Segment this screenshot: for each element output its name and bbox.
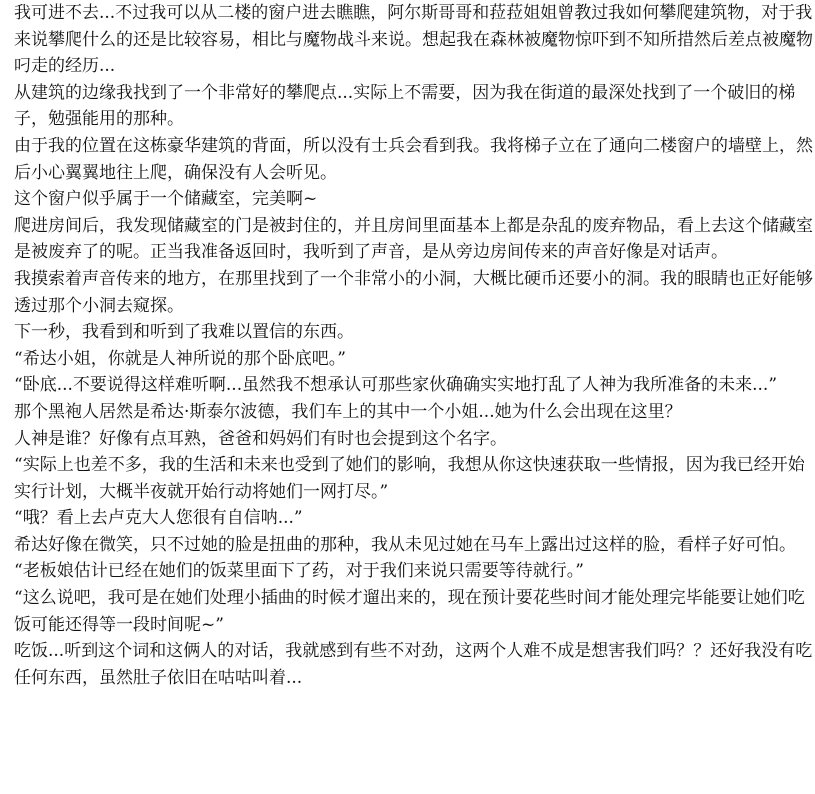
paragraph: 人神是谁？好像有点耳熟，爸爸和妈妈们有时也会提到这个名字。 bbox=[14, 428, 507, 449]
document-body bbox=[14, 0, 814, 691]
paragraph: 希达好像在微笑，只不过她的脸是扭曲的那种，我从未见过她在马车上露出过这样的脸，看样子好可怕。 bbox=[14, 534, 796, 555]
paragraph: 爬进房间后，我发现储藏室的门是被封住的，并且房间里面基本上都是杂乱的废弃物品，看上去这个储藏室是被废弃了的呢。正当我准备返回时，我听到了声音，是从旁边房间传来的声音好像是对话声。 bbox=[14, 215, 813, 263]
paragraph: “实际上也差不多，我的生活和未来也受到了她们的影响，我想从你这快速获取一些情报，因为我已经开始实行计划，大概半夜就开始行动将她们一网打尽。” bbox=[14, 455, 805, 502]
paragraph: “希达小姐，你就是人神所说的那个卧底吧。” bbox=[14, 348, 346, 369]
paragraph: 这个窗户似乎属于一个储藏室，完美啊~ bbox=[14, 189, 318, 210]
paragraph: 我摸索着声音传来的地方，在那里找到了一个非常小的小洞，大概比硬币还要小的洞。我的眼睛也正好能够透过那个小洞去窥探。 bbox=[14, 268, 813, 316]
paragraph: “卧底...不要说得这样难听啊...虽然我不想承认可那些家伙确确实实地打乱了人神为我所准备的未来...” bbox=[14, 375, 778, 396]
paragraph: 从建筑的边缘我找到了一个非常好的攀爬点...实际上不需要，因为我在街道的最深处找到了一个破旧的梯子，勉强能用的那种。 bbox=[14, 82, 796, 130]
paragraph: 我可进不去...不过我可以从二楼的窗户进去瞧瞧，阿尔斯哥哥和菈菈姐姐曾教过我如何攀爬建筑物，对于我来说攀爬什么的还是比较容易，相比与魔物战斗来说。想起我在森林被魔物惊吓到不知所措然后差点被魔物叼走的经历... bbox=[14, 3, 813, 77]
paragraph: “老板娘估计已经在她们的饭菜里面下了药，对于我们来说只需要等待就行。” bbox=[14, 561, 584, 582]
paragraph: 吃饭...听到这个词和这俩人的对话，我就感到有些不对劲，这两个人难不成是想害我们吗？？还好我没有吃任何东西，虽然肚子依旧在咕咕叫着... bbox=[14, 641, 813, 688]
paragraph: 那个黑袍人居然是希达·斯泰尔波德，我们车上的其中一个小姐...她为什么会出现在这里？ bbox=[14, 401, 682, 422]
paragraph: 由于我的位置在这栋豪华建筑的背面，所以没有士兵会看到我。我将梯子立在了通向二楼窗户的墙壁上，然后小心翼翼地往上爬，确保没有人会听见。 bbox=[14, 135, 813, 183]
paragraph: “这么说吧，我可是在她们处理小插曲的时候才遛出来的，现在预计要花些时间才能处理完毕能要让她们吃饭可能还得等一段时间呢~” bbox=[14, 588, 805, 635]
paragraph: “哦？看上去卢克大人您很有自信呐...” bbox=[14, 508, 303, 529]
paragraph: 下一秒，我看到和听到了我难以置信的东西。 bbox=[14, 322, 354, 343]
